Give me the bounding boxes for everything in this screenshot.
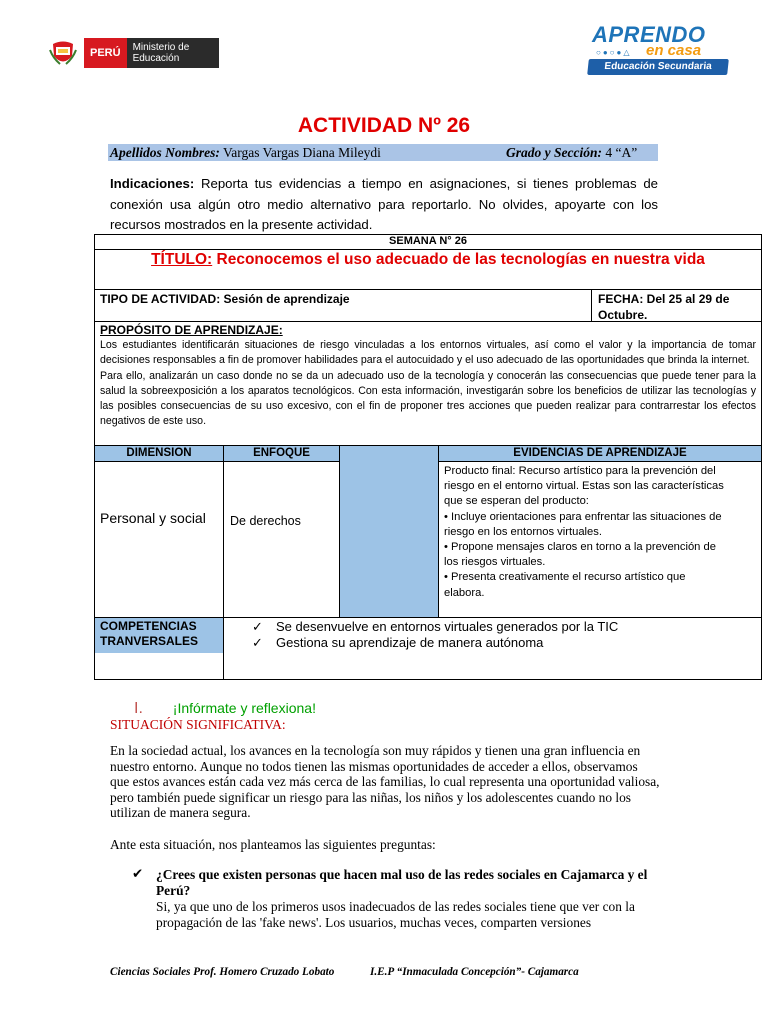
footer-right: I.E.P “Inmaculada Concepción”- Cajamarca [369,966,579,978]
situation-paragraph: En la sociedad actual, los avances en la tecnología son muy rápidos y tienen una gran influencia en nuestro entorno. Aunque no todos tienen las mismas oportunidades de acceder a ellos, observamos que estos avances están cada vez más cerca de las familias, lo cual representa una oportunidad valiosa, pero también puede significar un riesgo para las niñas, los niños y los adolescentes cuando no los utilizan de manera segura. [110,743,660,821]
section-heading [134,700,316,718]
col-header-dimension: DIMENSION [126,447,192,459]
evidence-item: • Presenta creativamente el recurso artístico que elabora. [444,571,686,599]
session-title [100,251,756,269]
purpose-heading: PROPÓSITO DE APRENDIZAJE: [100,323,283,337]
questions-intro: Ante esta situación, nos planteamos las siguientes preguntas: [110,837,436,852]
col-divider [438,445,439,617]
check-icon: ✓ [252,634,263,650]
evidence-intro: Producto final: Recurso artístico para la prevención del riesgo en el entorno virtual. Estas son las características que se esperan del producto: [444,465,724,508]
grade-value: 4 “A” [605,145,638,160]
col-header-enfoque: ENFOQUE [253,447,310,459]
activity-type: TIPO DE ACTIVIDAD: Sesión de aprendizaje [100,292,350,306]
name-label: Apellidos Nombres: [110,145,220,160]
dimension-value: Personal y social [100,510,206,526]
significant-situation-heading: SITUACIÓN SIGNIFICATIVA: [110,717,286,732]
row-divider [94,461,339,462]
instructions-label: Indicaciones: [110,176,195,191]
section-title: ¡Infórmate y reflexiona! [172,700,316,716]
check-icon: ✔ [132,867,144,882]
col-header-evidencias: EVIDENCIAS DE APRENDIZAJE [513,447,687,459]
row-divider [94,289,762,290]
blank-column-bg [340,446,438,617]
question-item [134,867,659,898]
page-title: ACTIVIDAD Nº 26 [297,114,471,137]
check-icon: ✓ [252,619,263,634]
evidence-item: • Incluye orientaciones para enfrentar las situaciones de riesgo en los entornos virtuales. [444,510,722,538]
peru-label: PERÚ [84,38,127,68]
purpose-paragraph: Los estudiantes identificarán situaciones de riesgo vinculadas a los entornos virtuales, así como el valor y la importancia de tomar decisiones responsables a fin de promover habilidades para el autocuidado y el uso adecuado de las oportunidades que brinda la internet. [100,339,756,367]
title-text: Reconocemos el uso adecuado de las tecnologías en nuestra vida [216,251,705,268]
competencia-item: ✓ Gestiona su aprendizaje de manera autónoma [252,634,544,650]
aprendo-en-casa-logo [588,22,730,78]
week-label: SEMANA N° 26 [389,235,467,247]
footer-left: Ciencias Sociales Prof. Homero Cruzado Lobato [110,966,335,978]
name-value: Vargas Vargas Diana Mileydi [223,145,381,160]
competencia-item: ✓ Se desenvuelve en entornos virtuales generados por la TIC [252,619,619,634]
purpose-paragraph: Para ello, analizarán un caso donde no se da un adecuado uso de la tecnología y conocerán las consecuencias que puede tener para la salud la sobreexposición a los aparatos tecnológicos. Con esta información, investigarán sobre los beneficios de utilizar las tecnologías y las posibles consecuencias de su uso excesivo, con el fin de proponer tres acciones que pueden realizar para contrarrestar los efectos negativos de este uso. [100,369,756,428]
title-label: TÍTULO: [151,251,213,268]
activity-date: FECHA: Del 25 al 29 de Octubre. [598,292,730,322]
student-info-bar [108,144,658,161]
row-divider [439,461,762,462]
col-divider [223,445,224,680]
instructions-text: Reporta tus evidencias a tiempo en asignaciones, si tienes problemas de conexión usa algún otro medio alternativo para reportarlo. No olvides, apoyarte con los recursos mostrados en la presente actividad. [110,176,658,232]
grade-label: Grado y Sección: [506,145,602,160]
brand-dots-icon: ○●○●△ [596,48,632,57]
col-divider [591,289,592,321]
enfoque-value: De derechos [230,514,301,528]
instructions [110,174,658,236]
question-text: ¿Crees que existen personas que hacen mal uso de las redes sociales en Cajamarca y el Perú? [156,867,648,898]
brand-top: APRENDO [592,22,706,47]
ministry-logo [48,38,219,68]
page-footer [110,966,579,978]
evidence-list [444,464,724,601]
peru-shield-icon [48,38,78,68]
ministry-label: Ministerio de Educación [127,38,219,68]
brand-middle: en casa [646,42,702,59]
brand-bar: Educación Secundaria [587,59,729,75]
purpose-text [100,338,756,430]
competencias-label: COMPETENCIAS TRANVERSALES [100,619,199,648]
section-number: I. [134,700,143,717]
competencias-list [252,619,618,650]
row-divider [94,249,762,250]
answer-text: Si, ya que uno de los primeros usos inadecuados de las redes sociales tiene que ver con la propagación de las 'fake news'. Los usuarios, muchas veces, comparten versiones [156,899,635,930]
evidence-item: • Propone mensajes claros en torno a la prevención de los riesgos virtuales. [444,541,716,569]
col-divider [339,445,340,617]
